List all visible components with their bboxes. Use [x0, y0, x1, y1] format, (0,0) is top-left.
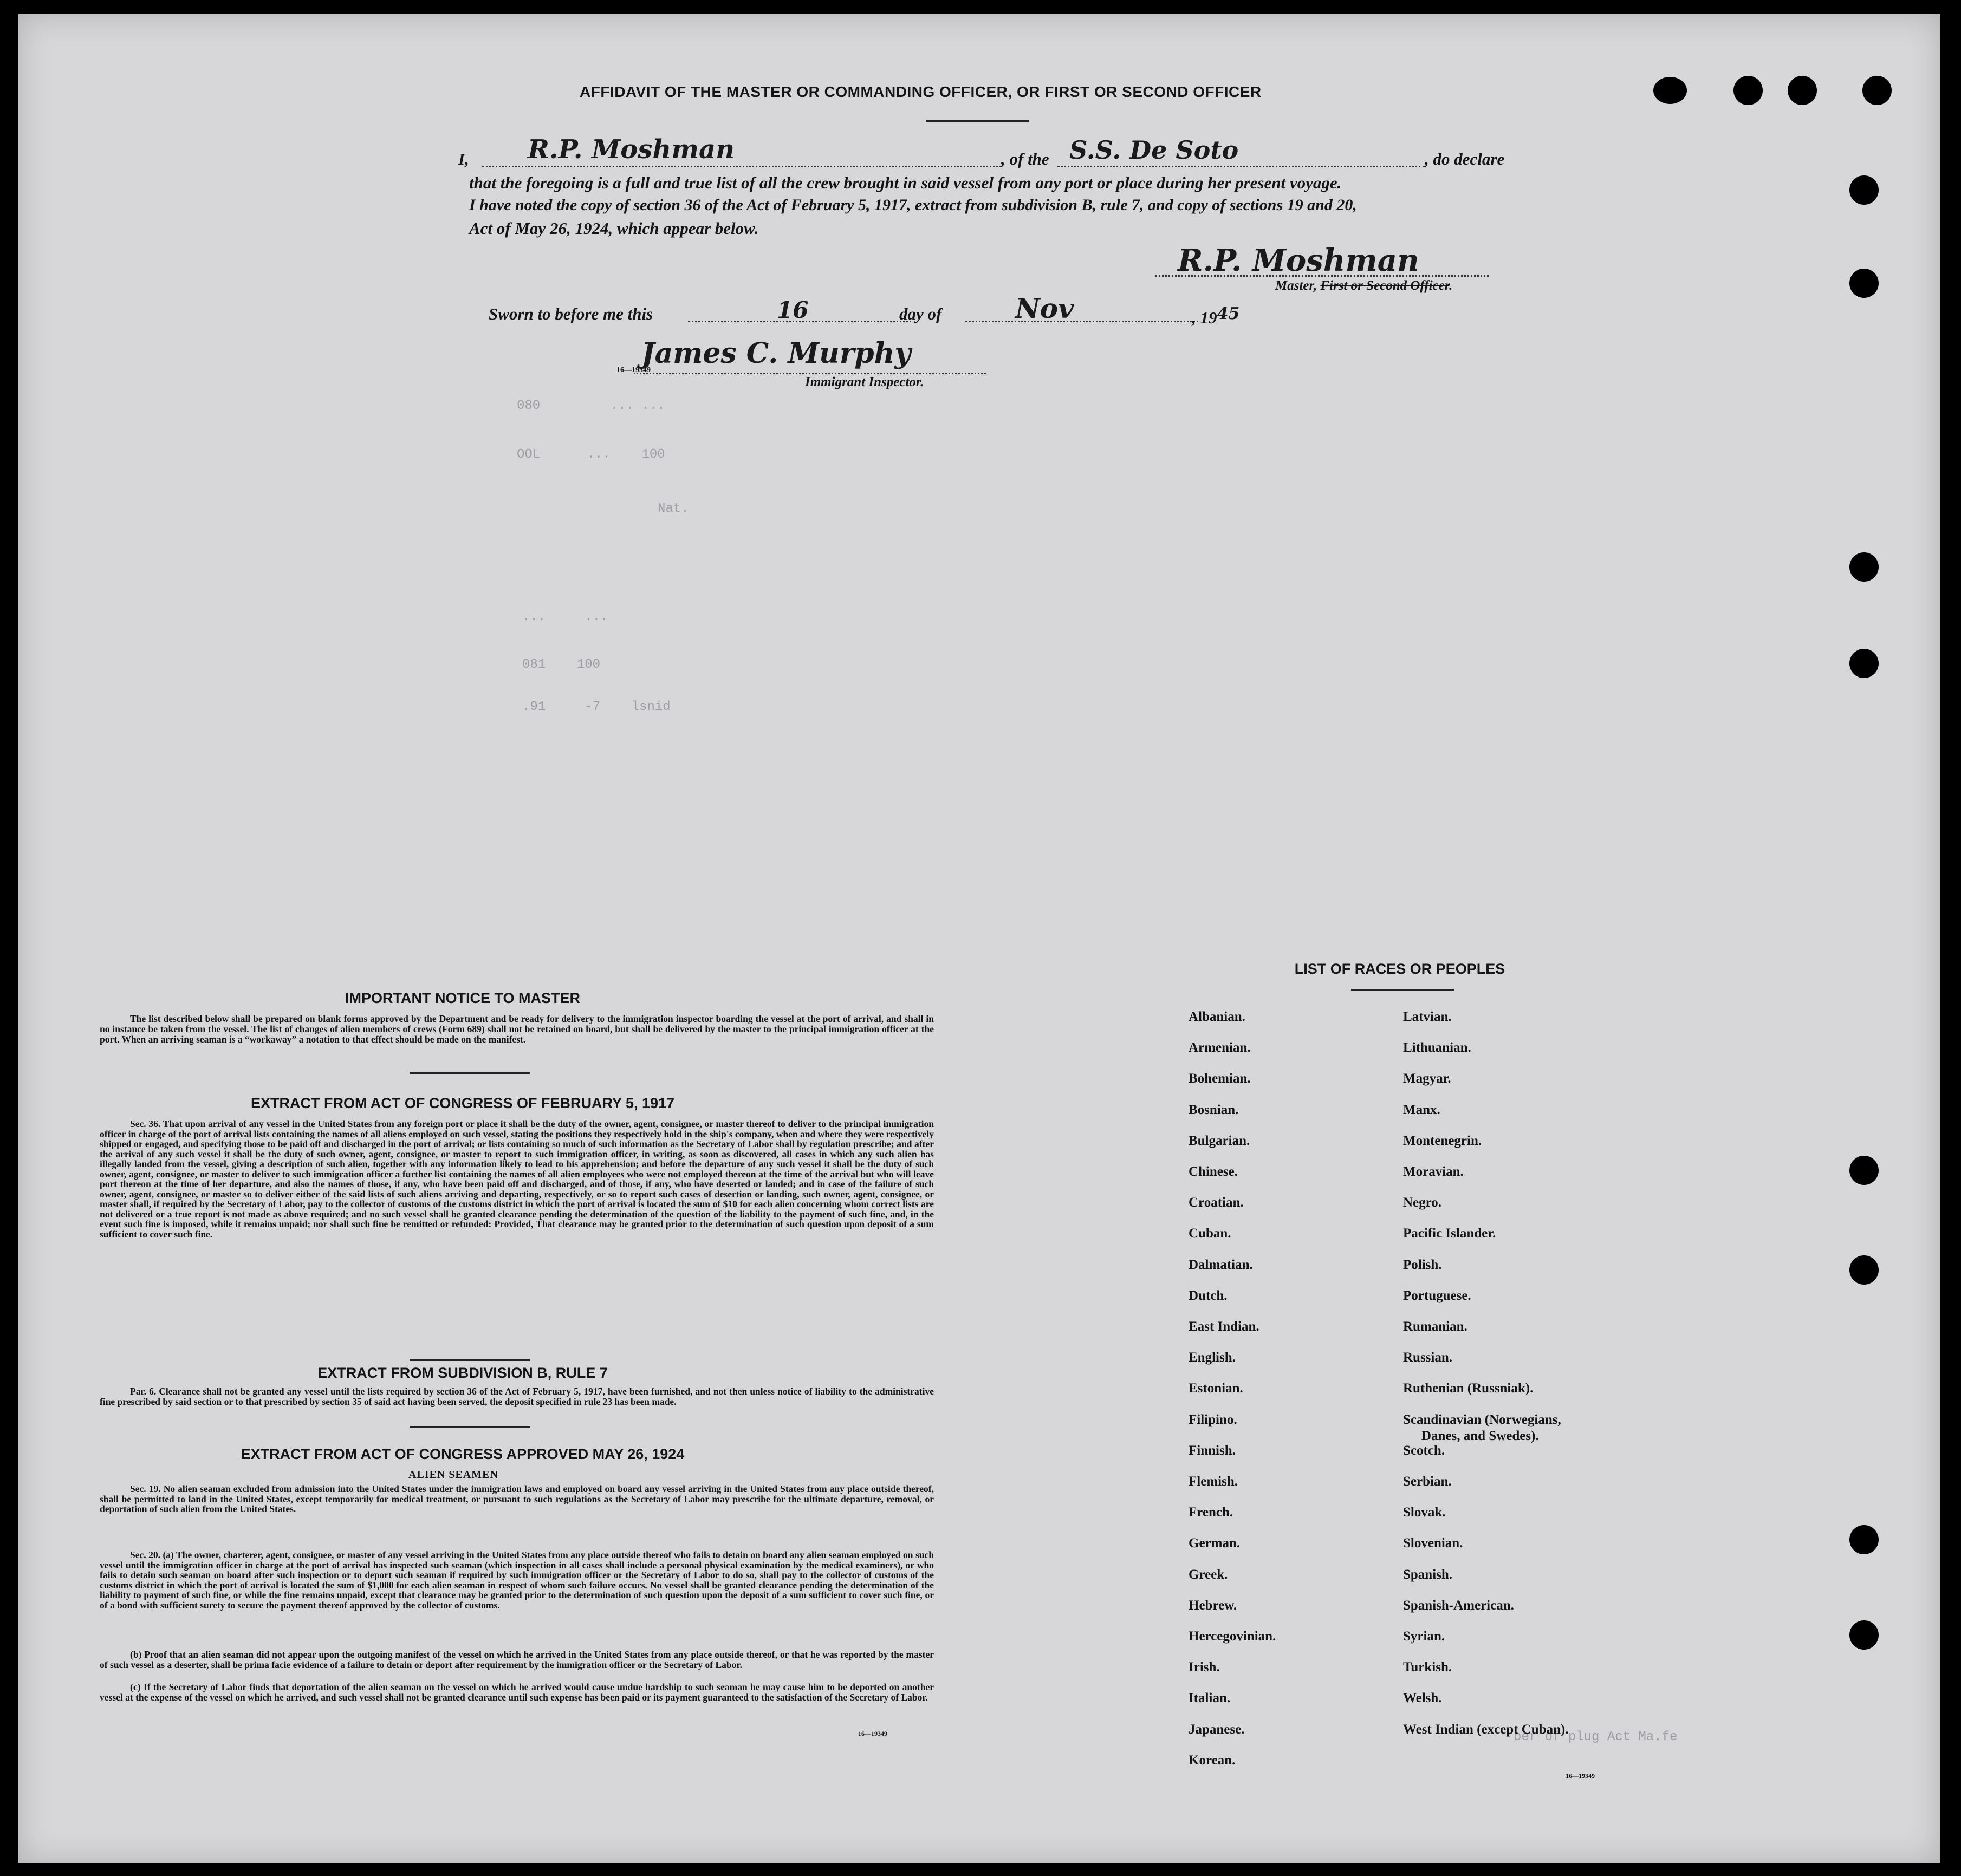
rule7-title: EXTRACT FROM SUBDIVISION B, RULE 7 — [317, 1365, 608, 1381]
binder-hole — [1849, 649, 1879, 678]
affidavit-declare-label: , do declare — [1425, 149, 1505, 168]
binder-hole — [1849, 175, 1879, 205]
race-item: Estonian. — [1189, 1381, 1243, 1396]
bleed-through-text: 081 100 — [522, 657, 601, 672]
affidavit-line-4: Act of May 26, 1924, which appear below. — [469, 219, 759, 238]
affidavit-line-2: that the foregoing is a full and true list of all the crew brought in said vessel from any port or place during her present voyage. — [469, 173, 1342, 192]
race-item: Scotch. — [1403, 1443, 1445, 1458]
race-item: East Indian. — [1189, 1319, 1259, 1334]
binder-hole — [1849, 269, 1879, 298]
document-page — [18, 14, 1940, 1863]
race-item: Bulgarian. — [1189, 1133, 1250, 1148]
binder-hole — [1849, 1255, 1879, 1285]
race-item: Lithuanian. — [1403, 1040, 1471, 1056]
race-item: Magyar. — [1403, 1071, 1451, 1086]
extract-1917-divider — [410, 1359, 530, 1361]
race-item: Finnish. — [1189, 1443, 1236, 1458]
binder-hole — [1862, 76, 1892, 105]
race-item: Portuguese. — [1403, 1288, 1471, 1303]
master-signature-name: R.P. Moshman — [528, 134, 735, 165]
year-suffix: 45 — [1217, 304, 1240, 323]
race-item: Flemish. — [1189, 1474, 1238, 1489]
extract-1917-body: Sec. 36. That upon arrival of any vessel in the United States from any foreign port or place it shall be the duty of the owner, agent, consignee, or master thereof to deliver to the principal immigration officer in charge of the port of arrival lists containing the names of all aliens employed on such vessel, stating the positions they respectively hold in the ship's company, when and where they were respectively shipped or engaged, and specifying those to be paid off and discharged in the port of arrival; or lists containing so much of such information as the Secretary of Labor shall by regulation prescribe; and after the arrival of any such vessel it shall be the duty of such owner, agent, consignee, or master to report to such immigration officer, in writing, as soon as discovered, all cases in which any such alien has illegally landed from the vessel, giving a description of such alien, together with any information likely to lead to his apprehension; and before the departure of any such vessel it shall be the duty of such owner, agent, consignee, or master to deliver to such immigration officer a further list containing the names of all alien employees who were not employed thereon at the time of the arrival but who will leave port thereon at the time of her departure, and also the names of those, if any, who have been paid off and discharged, and of those, if any, who have deserted or landed; and in case of the failure of such owner, agent, consignee, or master so to deliver either of the said lists of such aliens arriving and departing, respectively, or so to report such cases of desertion or landing, such owner, agent, consignee, or master shall, if required by the Secretary of Labor, pay to the collector of customs of the customs district in which the port of arrival is located the sum of $10 for each alien concerning whom correct lists are not delivered or a true report is not made as above required; and no such vessel shall be granted clearance pending the determination of the question of the liability to the payment of such fine, and, in the event such fine is imposed, while it remains unpaid; nor shall such fine be remitted or refunded: Provided, That clearance may be granted prior to the determination of such question upon deposit of a sum sufficient to cover such fine. — [100, 1118, 934, 1240]
binder-hole — [1788, 76, 1817, 105]
race-item: Hercegovinian. — [1189, 1629, 1276, 1644]
race-item: Slovak. — [1403, 1505, 1446, 1520]
master-signature-line — [1155, 275, 1489, 277]
race-item: English. — [1189, 1350, 1236, 1365]
race-item: Korean. — [1189, 1753, 1236, 1768]
master-name-line — [482, 166, 1001, 167]
vessel-name: S.S. De Soto — [1069, 135, 1239, 165]
race-item: Latvian. — [1403, 1009, 1452, 1024]
bleed-through-text: ... ... — [522, 610, 608, 624]
binder-hole — [1849, 1620, 1879, 1650]
race-item: Moravian. — [1403, 1164, 1464, 1179]
race-item: Rumanian. — [1403, 1319, 1467, 1334]
bleed-through-text: OOL ... 100 — [517, 447, 665, 462]
race-item: Ruthenian (Russniak). — [1403, 1381, 1534, 1396]
affidavit-i-label: I, — [458, 149, 469, 168]
race-item: West Indian (except Cuban). — [1403, 1722, 1569, 1737]
race-item: Russian. — [1403, 1350, 1453, 1365]
race-item: Chinese. — [1189, 1164, 1238, 1179]
bleed-through-text: ber of plug Act Ma.fe — [1514, 1730, 1678, 1744]
race-item: Italian. — [1189, 1691, 1231, 1706]
race-item: Turkish. — [1403, 1660, 1452, 1675]
affidavit-of-label: , of the — [1001, 149, 1049, 168]
race-item: Spanish-American. — [1403, 1598, 1514, 1613]
vessel-name-line — [1057, 166, 1425, 167]
officer-struck: First or Second Officer — [1320, 278, 1450, 293]
form-number-top: 16—19349 — [616, 366, 651, 374]
race-item: Dutch. — [1189, 1288, 1228, 1303]
race-item: Cuban. — [1189, 1226, 1231, 1241]
race-item: Croatian. — [1189, 1195, 1244, 1210]
race-item: Serbian. — [1403, 1474, 1452, 1489]
race-item: Japanese. — [1189, 1722, 1245, 1737]
binder-hole — [1849, 1525, 1879, 1554]
race-item: German. — [1189, 1536, 1241, 1551]
extract-1917-title: EXTRACT FROM ACT OF CONGRESS OF FEBRUARY 5, 1917 — [250, 1095, 675, 1111]
form-number-right: 16—19349 — [1566, 1772, 1595, 1780]
section-20a: Sec. 20. (a) The owner, charterer, agent, consignee, or master of any vessel arriving in the United States from any place outside thereof who fails to detain on board any alien seaman employed on such vessel until the immigration officer in charge at the port of arrival has inspected such seaman (which inspection in all cases shall include a personal physical examination by the medical examiners), or who fails to detain such seaman on board after such inspection or to deport such seaman if required by such immigration officer or the Secretary of Labor to do so, shall pay to the collector of customs of the customs district in which the port of arrival is located the sum of $1,000 for each alien seaman in respect of whom such failure occurs. No vessel shall be granted clearance pending the determination of the liability to payment of such fine, or while the fine remains unpaid, except that clearance may be granted prior to the determination of such question upon the deposit of a sum sufficient to cover such fine, or of a bond with sufficient surety to secure the payment thereof approved by the collector of customs. — [100, 1549, 934, 1611]
bleed-through-text: Nat. — [658, 501, 689, 516]
race-item: Welsh. — [1403, 1691, 1442, 1706]
bleed-through-text: .91 -7 lsnid — [522, 700, 671, 714]
race-item: Slovenian. — [1403, 1536, 1463, 1551]
affidavit-line-3: I have noted the copy of section 36 of the Act of February 5, 1917, extract from subdivision B, rule 7, and copy of sections 19 and 20, — [469, 196, 1357, 214]
race-item: Montenegrin. — [1403, 1133, 1482, 1148]
notice-body: The list described below shall be prepared on blank forms approved by the Department and be ready for delivery to the immigration inspector boarding the vessel at the port of arrival, and shall in no instance be taken from the vessel. The list of changes of alien members of crews (Form 689) shall not be retained on board, but shall be delivered by the master to the principal immigration officer at the port. When an arriving seaman is a “workaway” a notation to that effect should be made on the manifest. — [100, 1013, 934, 1045]
notice-divider — [410, 1072, 530, 1074]
race-item: Greek. — [1189, 1567, 1228, 1582]
race-item: Dalmatian. — [1189, 1257, 1253, 1272]
title-divider — [926, 120, 1029, 122]
race-item: Scandinavian (Norwegians, — [1403, 1412, 1561, 1427]
form-number-left: 16—19349 — [858, 1730, 887, 1737]
race-item: Negro. — [1403, 1195, 1442, 1210]
binder-hole — [1653, 77, 1687, 104]
race-item: French. — [1189, 1505, 1233, 1520]
race-item: Armenian. — [1189, 1040, 1251, 1056]
race-item: Bohemian. — [1189, 1071, 1251, 1086]
sworn-label: Sworn to before me this — [489, 304, 653, 323]
sworn-year: , 1945 — [1192, 304, 1240, 327]
race-item: Danes, and Swedes). — [1421, 1428, 1539, 1443]
race-item: Spanish. — [1403, 1567, 1453, 1582]
notice-title: IMPORTANT NOTICE TO MASTER — [345, 990, 580, 1006]
master-signature: R.P. Moshman — [1178, 243, 1419, 278]
alien-seamen-subtitle: ALIEN SEAMEN — [408, 1469, 498, 1481]
races-divider — [1351, 989, 1454, 991]
day-of-label: day of — [899, 304, 942, 323]
affidavit-title: AFFIDAVIT OF THE MASTER OR COMMANDING OFFICER, OR FIRST OR SECOND OFFICER — [580, 83, 1262, 100]
binder-hole — [1733, 76, 1763, 105]
sworn-month-line — [965, 321, 1198, 322]
binder-hole — [1849, 1156, 1879, 1185]
year-prefix: 19 — [1200, 308, 1217, 327]
race-item: Manx. — [1403, 1102, 1440, 1117]
race-item: Syrian. — [1403, 1629, 1445, 1644]
sworn-day: 16 — [777, 297, 809, 323]
section-19: Sec. 19. No alien seaman excluded from admission into the United States under the immigration laws and employed on board any vessel arriving in the United States from any place outside thereof, shall be permitted to land in the United States, except temporarily for medical treatment, or pursuant to such regulations as the Secretary of Labor may prescribe for the ultimate departure, removal, or deportation of such alien from the United States. — [100, 1483, 934, 1514]
race-item: Irish. — [1189, 1660, 1220, 1675]
section-20c: (c) If the Secretary of Labor finds that deportation of the alien seaman on the vessel on which he arrived would cause undue hardship to such seaman he may cause him to be deported on another vessel at the expense of the vessel on which he arrived, and such vessel shall not be granted clearance until such expense has been paid or its payment guaranteed to the satisfaction of the Secretary of Labor. — [100, 1682, 934, 1703]
race-item: Hebrew. — [1189, 1598, 1237, 1613]
race-item: Filipino. — [1189, 1412, 1237, 1427]
rule7-body: Par. 6. Clearance shall not be granted any vessel until the lists required by section 36 of the Act of February 5, 1917, have been furnished, and not then unless notice of liability to the administrative fine prescribed by said section or to that prescribed by section 35 of said act having been served, the deposit specified in rule 23 has been made. — [100, 1386, 934, 1407]
section-20b: (b) Proof that an alien seaman did not appear upon the outgoing manifest of the vessel on which he arrived in the United States from any place outside thereof, or that he was reported by the master of such vessel as a deserter, shall be prima facie evidence of a failure to detain or deport after requirement by the immigration officer or the Secretary of Labor. — [100, 1649, 934, 1670]
officer-label — [1275, 278, 1452, 294]
race-item: Pacific Islander. — [1403, 1226, 1496, 1241]
sworn-month: Nov — [1015, 292, 1074, 324]
officer-end: . — [1449, 278, 1453, 293]
races-title: LIST OF RACES OR PEOPLES — [1294, 961, 1505, 977]
race-item: Bosnian. — [1189, 1102, 1239, 1117]
inspector-label: Immigrant Inspector. — [805, 375, 924, 389]
race-item: Polish. — [1403, 1257, 1442, 1272]
extract-1924-title: EXTRACT FROM ACT OF CONGRESS APPROVED MAY 26, 1924 — [241, 1446, 685, 1462]
inspector-line — [634, 373, 986, 374]
race-item: Albanian. — [1189, 1009, 1245, 1024]
bleed-through-text: 080 ... ... — [517, 399, 665, 413]
master-label: Master, — [1275, 278, 1317, 293]
binder-hole — [1849, 552, 1879, 582]
inspector-signature: James C. Murphy — [641, 337, 911, 370]
rule7-divider — [410, 1426, 530, 1428]
